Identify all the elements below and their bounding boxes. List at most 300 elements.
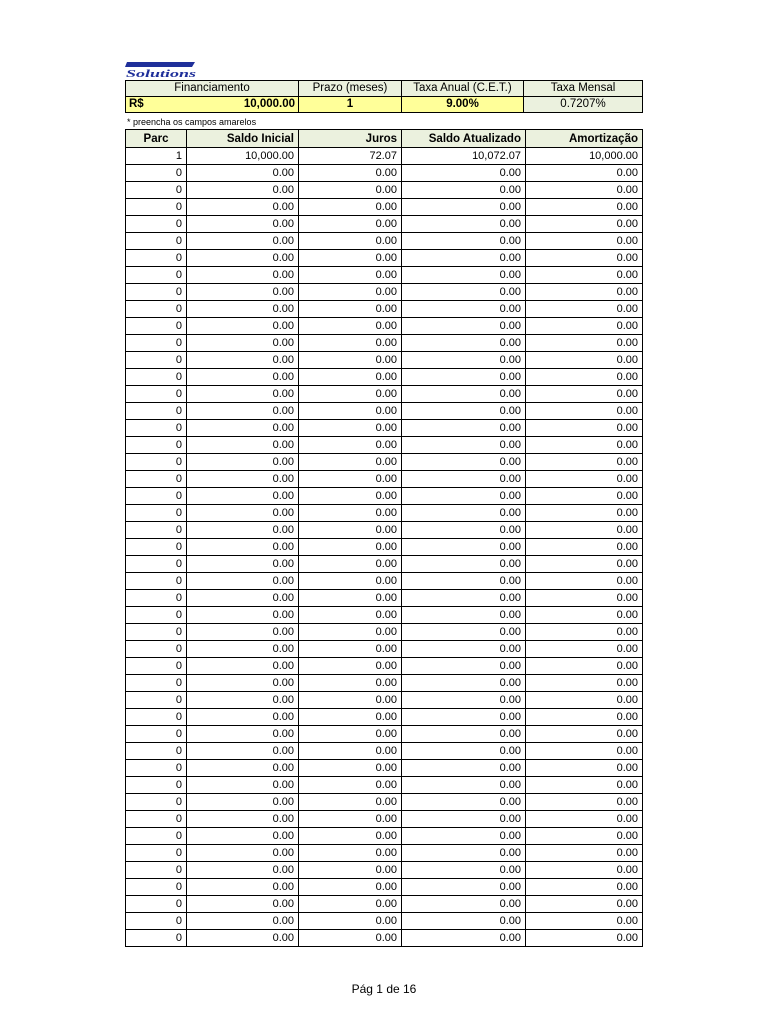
cell-parc: 0 (126, 743, 187, 760)
cell-amortizacao: 0.00 (526, 471, 643, 488)
cell-saldo-inicial: 0.00 (187, 233, 299, 250)
cell-saldo-atualizado: 0.00 (402, 692, 526, 709)
cell-saldo-atualizado: 0.00 (402, 284, 526, 301)
cell-saldo-atualizado: 0.00 (402, 250, 526, 267)
cell-parc: 0 (126, 386, 187, 403)
table-row (126, 403, 643, 420)
cell-saldo-inicial: 0.00 (187, 828, 299, 845)
cell-amortizacao: 0.00 (526, 913, 643, 930)
cell-saldo-inicial: 0.00 (187, 607, 299, 624)
cell-juros: 0.00 (299, 522, 402, 539)
cell-saldo-atualizado: 0.00 (402, 318, 526, 335)
cell-amortizacao: 0.00 (526, 216, 643, 233)
table-row (126, 811, 643, 828)
cell-saldo-inicial: 0.00 (187, 760, 299, 777)
cell-saldo-inicial: 0.00 (187, 250, 299, 267)
cell-parc: 0 (126, 301, 187, 318)
cell-parc: 0 (126, 709, 187, 726)
cell-juros: 0.00 (299, 641, 402, 658)
cell-amortizacao: 0.00 (526, 522, 643, 539)
column-header-parc: Parc (126, 130, 187, 148)
currency-label: R$ (129, 98, 144, 110)
cell-saldo-atualizado: 0.00 (402, 641, 526, 658)
cell-amortizacao: 0.00 (526, 930, 643, 947)
cell-juros: 0.00 (299, 233, 402, 250)
cell-amortizacao: 0.00 (526, 250, 643, 267)
cell-saldo-inicial: 0.00 (187, 505, 299, 522)
cell-saldo-atualizado: 0.00 (402, 505, 526, 522)
table-row (126, 794, 643, 811)
table-row (126, 539, 643, 556)
table-row (126, 930, 643, 947)
cell-saldo-inicial: 0.00 (187, 199, 299, 216)
taxa-anual-input-cell[interactable]: 9.00% (402, 97, 524, 113)
cell-juros: 0.00 (299, 250, 402, 267)
cell-parc: 0 (126, 284, 187, 301)
cell-saldo-atualizado: 0.00 (402, 454, 526, 471)
cell-parc: 0 (126, 556, 187, 573)
cell-saldo-atualizado: 0.00 (402, 471, 526, 488)
cell-saldo-inicial: 0.00 (187, 182, 299, 199)
table-row (126, 437, 643, 454)
cell-saldo-inicial: 0.00 (187, 386, 299, 403)
cell-juros: 0.00 (299, 896, 402, 913)
cell-juros: 0.00 (299, 471, 402, 488)
cell-saldo-atualizado: 0.00 (402, 539, 526, 556)
cell-juros: 0.00 (299, 624, 402, 641)
cell-juros: 0.00 (299, 454, 402, 471)
logo-graphic (125, 62, 197, 79)
cell-saldo-atualizado: 0.00 (402, 624, 526, 641)
cell-saldo-inicial: 0.00 (187, 862, 299, 879)
cell-saldo-inicial: 0.00 (187, 692, 299, 709)
cell-amortizacao: 0.00 (526, 199, 643, 216)
summary-value-row (126, 97, 643, 113)
cell-juros: 0.00 (299, 267, 402, 284)
cell-juros: 0.00 (299, 726, 402, 743)
cell-parc: 0 (126, 471, 187, 488)
cell-saldo-atualizado: 0.00 (402, 913, 526, 930)
cell-saldo-inicial: 0.00 (187, 930, 299, 947)
cell-parc: 0 (126, 454, 187, 471)
cell-parc: 0 (126, 352, 187, 369)
cell-saldo-atualizado: 0.00 (402, 760, 526, 777)
cell-amortizacao: 0.00 (526, 420, 643, 437)
cell-saldo-inicial: 0.00 (187, 284, 299, 301)
table-row (126, 505, 643, 522)
cell-saldo-inicial: 0.00 (187, 709, 299, 726)
cell-juros: 72.07 (299, 148, 402, 165)
page-number: Pág 1 de 16 (351, 982, 417, 996)
cell-parc: 0 (126, 845, 187, 862)
prazo-header: Prazo (meses) (299, 81, 402, 97)
column-header-saldo-atualizado: Saldo Atualizado (402, 130, 526, 148)
table-row (126, 760, 643, 777)
cell-saldo-atualizado: 0.00 (402, 658, 526, 675)
cell-amortizacao: 0.00 (526, 743, 643, 760)
cell-saldo-atualizado: 0.00 (402, 777, 526, 794)
table-row (126, 556, 643, 573)
cell-juros: 0.00 (299, 760, 402, 777)
cell-saldo-inicial: 0.00 (187, 590, 299, 607)
cell-amortizacao: 0.00 (526, 352, 643, 369)
cell-juros: 0.00 (299, 811, 402, 828)
table-row (126, 658, 643, 675)
cell-saldo-inicial: 0.00 (187, 369, 299, 386)
cell-juros: 0.00 (299, 675, 402, 692)
cell-juros: 0.00 (299, 879, 402, 896)
cell-amortizacao: 0.00 (526, 318, 643, 335)
cell-saldo-atualizado: 0.00 (402, 165, 526, 182)
table-row (126, 182, 643, 199)
cell-amortizacao: 0.00 (526, 539, 643, 556)
cell-juros: 0.00 (299, 590, 402, 607)
cell-parc: 0 (126, 862, 187, 879)
cell-parc: 0 (126, 675, 187, 692)
table-row (126, 233, 643, 250)
cell-juros: 0.00 (299, 318, 402, 335)
table-row (126, 624, 643, 641)
cell-juros: 0.00 (299, 777, 402, 794)
cell-amortizacao: 0.00 (526, 879, 643, 896)
cell-juros: 0.00 (299, 284, 402, 301)
cell-saldo-atualizado: 0.00 (402, 896, 526, 913)
cell-amortizacao: 0.00 (526, 845, 643, 862)
cell-amortizacao: 0.00 (526, 335, 643, 352)
table-row (126, 845, 643, 862)
cell-amortizacao: 0.00 (526, 811, 643, 828)
cell-amortizacao: 0.00 (526, 505, 643, 522)
cell-saldo-inicial: 0.00 (187, 573, 299, 590)
table-row (126, 284, 643, 301)
cell-parc: 0 (126, 590, 187, 607)
table-row (126, 641, 643, 658)
cell-juros: 0.00 (299, 335, 402, 352)
cell-saldo-inicial: 0.00 (187, 267, 299, 284)
cell-saldo-inicial: 0.00 (187, 437, 299, 454)
cell-amortizacao: 0.00 (526, 726, 643, 743)
cell-juros: 0.00 (299, 573, 402, 590)
table-row (126, 743, 643, 760)
table-row (126, 726, 643, 743)
cell-juros: 0.00 (299, 165, 402, 182)
cell-saldo-atualizado: 0.00 (402, 386, 526, 403)
cell-parc: 0 (126, 930, 187, 947)
cell-parc: 0 (126, 250, 187, 267)
table-row (126, 913, 643, 930)
taxa-anual-header: Taxa Anual (C.E.T.) (402, 81, 524, 97)
cell-amortizacao: 0.00 (526, 386, 643, 403)
cell-amortizacao: 0.00 (526, 488, 643, 505)
cell-parc: 0 (126, 369, 187, 386)
cell-saldo-inicial: 0.00 (187, 675, 299, 692)
cell-saldo-atualizado: 0.00 (402, 590, 526, 607)
cell-juros: 0.00 (299, 930, 402, 947)
cell-parc: 0 (126, 879, 187, 896)
cell-juros: 0.00 (299, 369, 402, 386)
cell-amortizacao: 0.00 (526, 267, 643, 284)
cell-amortizacao: 10,000.00 (526, 148, 643, 165)
cell-juros: 0.00 (299, 743, 402, 760)
cell-parc: 0 (126, 335, 187, 352)
cell-parc: 0 (126, 539, 187, 556)
table-row (126, 590, 643, 607)
cell-juros: 0.00 (299, 403, 402, 420)
cell-parc: 0 (126, 777, 187, 794)
column-header-juros: Juros (299, 130, 402, 148)
cell-parc: 1 (126, 148, 187, 165)
cell-saldo-inicial: 0.00 (187, 896, 299, 913)
cell-saldo-atualizado: 0.00 (402, 607, 526, 624)
cell-amortizacao: 0.00 (526, 607, 643, 624)
cell-saldo-inicial: 0.00 (187, 658, 299, 675)
loan-summary-table (125, 80, 643, 113)
cell-amortizacao: 0.00 (526, 369, 643, 386)
taxa-mensal-header: Taxa Mensal (524, 81, 643, 97)
table-row (126, 454, 643, 471)
cell-juros: 0.00 (299, 692, 402, 709)
cell-saldo-inicial: 0.00 (187, 420, 299, 437)
cell-saldo-atualizado: 0.00 (402, 420, 526, 437)
cell-parc: 0 (126, 437, 187, 454)
table-row (126, 471, 643, 488)
cell-juros: 0.00 (299, 556, 402, 573)
cell-amortizacao: 0.00 (526, 692, 643, 709)
schedule-header-row (126, 130, 643, 148)
cell-saldo-atualizado: 0.00 (402, 726, 526, 743)
cell-saldo-atualizado: 0.00 (402, 675, 526, 692)
cell-amortizacao: 0.00 (526, 182, 643, 199)
cell-parc: 0 (126, 267, 187, 284)
cell-amortizacao: 0.00 (526, 437, 643, 454)
table-row (126, 250, 643, 267)
cell-saldo-inicial: 0.00 (187, 845, 299, 862)
table-row (126, 148, 643, 165)
table-row (126, 675, 643, 692)
prazo-input-cell[interactable]: 1 (299, 97, 402, 113)
cell-saldo-inicial: 0.00 (187, 301, 299, 318)
cell-juros: 0.00 (299, 658, 402, 675)
cell-saldo-atualizado: 0.00 (402, 828, 526, 845)
cell-saldo-atualizado: 0.00 (402, 930, 526, 947)
company-logo (125, 62, 197, 79)
cell-amortizacao: 0.00 (526, 556, 643, 573)
cell-juros: 0.00 (299, 505, 402, 522)
cell-saldo-inicial: 0.00 (187, 556, 299, 573)
cell-parc: 0 (126, 216, 187, 233)
cell-parc: 0 (126, 403, 187, 420)
cell-saldo-inicial: 0.00 (187, 624, 299, 641)
cell-amortizacao: 0.00 (526, 862, 643, 879)
cell-parc: 0 (126, 505, 187, 522)
cell-parc: 0 (126, 488, 187, 505)
table-row (126, 301, 643, 318)
table-row (126, 692, 643, 709)
cell-saldo-atualizado: 0.00 (402, 811, 526, 828)
summary-header-row (126, 81, 643, 97)
table-row (126, 488, 643, 505)
cell-amortizacao: 0.00 (526, 590, 643, 607)
schedule-body (126, 148, 643, 947)
cell-amortizacao: 0.00 (526, 165, 643, 182)
table-row (126, 522, 643, 539)
amortization-schedule-table (125, 129, 643, 947)
cell-juros: 0.00 (299, 709, 402, 726)
table-row (126, 318, 643, 335)
cell-juros: 0.00 (299, 216, 402, 233)
cell-saldo-atualizado: 0.00 (402, 556, 526, 573)
cell-amortizacao: 0.00 (526, 675, 643, 692)
cell-juros: 0.00 (299, 607, 402, 624)
table-row (126, 369, 643, 386)
cell-saldo-atualizado: 0.00 (402, 794, 526, 811)
cell-amortizacao: 0.00 (526, 794, 643, 811)
taxa-mensal-value: 0.7207% (524, 97, 643, 113)
fill-yellow-fields-note: * preencha os campos amarelos (127, 117, 257, 127)
cell-juros: 0.00 (299, 301, 402, 318)
cell-amortizacao: 0.00 (526, 233, 643, 250)
cell-parc: 0 (126, 760, 187, 777)
cell-saldo-atualizado: 0.00 (402, 522, 526, 539)
cell-amortizacao: 0.00 (526, 624, 643, 641)
cell-saldo-atualizado: 0.00 (402, 369, 526, 386)
cell-saldo-inicial: 0.00 (187, 318, 299, 335)
svg-text:Solutions: Solutions (126, 68, 196, 79)
cell-saldo-atualizado: 0.00 (402, 352, 526, 369)
cell-saldo-inicial: 10,000.00 (187, 148, 299, 165)
cell-parc: 0 (126, 624, 187, 641)
cell-saldo-inicial: 0.00 (187, 165, 299, 182)
table-row (126, 607, 643, 624)
cell-parc: 0 (126, 522, 187, 539)
cell-saldo-inicial: 0.00 (187, 743, 299, 760)
cell-juros: 0.00 (299, 828, 402, 845)
table-row (126, 879, 643, 896)
cell-saldo-atualizado: 0.00 (402, 743, 526, 760)
cell-saldo-inicial: 0.00 (187, 794, 299, 811)
financiamento-header: Financiamento (126, 81, 299, 97)
financiamento-value[interactable]: 10,000.00 (243, 98, 295, 110)
cell-saldo-atualizado: 0.00 (402, 709, 526, 726)
cell-juros: 0.00 (299, 437, 402, 454)
table-row (126, 896, 643, 913)
cell-juros: 0.00 (299, 862, 402, 879)
cell-juros: 0.00 (299, 386, 402, 403)
table-row (126, 216, 643, 233)
cell-saldo-atualizado: 0.00 (402, 199, 526, 216)
cell-juros: 0.00 (299, 913, 402, 930)
cell-parc: 0 (126, 420, 187, 437)
cell-saldo-atualizado: 0.00 (402, 573, 526, 590)
cell-parc: 0 (126, 658, 187, 675)
table-row (126, 352, 643, 369)
cell-amortizacao: 0.00 (526, 301, 643, 318)
cell-parc: 0 (126, 692, 187, 709)
cell-saldo-atualizado: 0.00 (402, 862, 526, 879)
cell-amortizacao: 0.00 (526, 284, 643, 301)
cell-saldo-inicial: 0.00 (187, 488, 299, 505)
cell-saldo-inicial: 0.00 (187, 777, 299, 794)
cell-saldo-atualizado: 0.00 (402, 216, 526, 233)
cell-parc: 0 (126, 233, 187, 250)
cell-saldo-inicial: 0.00 (187, 539, 299, 556)
table-row (126, 267, 643, 284)
cell-juros: 0.00 (299, 182, 402, 199)
table-row (126, 709, 643, 726)
cell-saldo-inicial: 0.00 (187, 641, 299, 658)
cell-juros: 0.00 (299, 539, 402, 556)
cell-saldo-inicial: 0.00 (187, 522, 299, 539)
cell-saldo-inicial: 0.00 (187, 811, 299, 828)
cell-amortizacao: 0.00 (526, 828, 643, 845)
table-row (126, 573, 643, 590)
cell-saldo-inicial: 0.00 (187, 454, 299, 471)
cell-saldo-atualizado: 0.00 (402, 488, 526, 505)
cell-saldo-atualizado: 0.00 (402, 335, 526, 352)
cell-amortizacao: 0.00 (526, 573, 643, 590)
cell-saldo-inicial: 0.00 (187, 403, 299, 420)
table-row (126, 420, 643, 437)
cell-amortizacao: 0.00 (526, 709, 643, 726)
cell-amortizacao: 0.00 (526, 403, 643, 420)
cell-parc: 0 (126, 641, 187, 658)
cell-saldo-atualizado: 0.00 (402, 437, 526, 454)
cell-saldo-inicial: 0.00 (187, 913, 299, 930)
cell-juros: 0.00 (299, 794, 402, 811)
cell-parc: 0 (126, 794, 187, 811)
cell-saldo-atualizado: 0.00 (402, 879, 526, 896)
cell-parc: 0 (126, 811, 187, 828)
cell-amortizacao: 0.00 (526, 641, 643, 658)
cell-saldo-atualizado: 0.00 (402, 301, 526, 318)
table-row (126, 335, 643, 352)
table-row (126, 828, 643, 845)
table-row (126, 777, 643, 794)
cell-parc: 0 (126, 913, 187, 930)
cell-parc: 0 (126, 182, 187, 199)
cell-parc: 0 (126, 828, 187, 845)
financiamento-input-cell[interactable] (126, 97, 299, 113)
cell-amortizacao: 0.00 (526, 777, 643, 794)
cell-saldo-inicial: 0.00 (187, 335, 299, 352)
cell-saldo-atualizado: 0.00 (402, 267, 526, 284)
cell-saldo-inicial: 0.00 (187, 471, 299, 488)
cell-parc: 0 (126, 318, 187, 335)
cell-juros: 0.00 (299, 488, 402, 505)
cell-amortizacao: 0.00 (526, 658, 643, 675)
table-row (126, 862, 643, 879)
cell-saldo-inicial: 0.00 (187, 726, 299, 743)
cell-saldo-atualizado: 10,072.07 (402, 148, 526, 165)
cell-amortizacao: 0.00 (526, 760, 643, 777)
cell-saldo-atualizado: 0.00 (402, 182, 526, 199)
table-row (126, 165, 643, 182)
cell-saldo-inicial: 0.00 (187, 352, 299, 369)
cell-saldo-atualizado: 0.00 (402, 233, 526, 250)
cell-parc: 0 (126, 199, 187, 216)
cell-saldo-atualizado: 0.00 (402, 845, 526, 862)
cell-amortizacao: 0.00 (526, 896, 643, 913)
cell-juros: 0.00 (299, 845, 402, 862)
cell-parc: 0 (126, 165, 187, 182)
cell-parc: 0 (126, 573, 187, 590)
cell-juros: 0.00 (299, 199, 402, 216)
cell-parc: 0 (126, 607, 187, 624)
cell-parc: 0 (126, 726, 187, 743)
cell-saldo-inicial: 0.00 (187, 216, 299, 233)
column-header-saldo-inicial: Saldo Inicial (187, 130, 299, 148)
cell-juros: 0.00 (299, 420, 402, 437)
